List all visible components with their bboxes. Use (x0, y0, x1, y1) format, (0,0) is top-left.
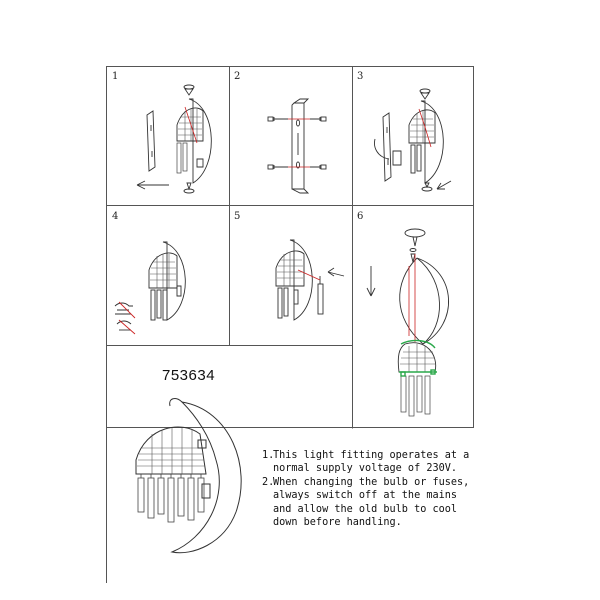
model-number: 753634 (162, 367, 216, 384)
step-3-illustration (353, 67, 473, 205)
step-number-1: 1 (112, 71, 119, 82)
step-number-3: 3 (357, 71, 364, 82)
step-number-4: 4 (112, 211, 119, 222)
step-number-5: 5 (234, 211, 241, 222)
note-1-line-1: This light fitting operates at a (273, 450, 470, 461)
step-1-illustration (107, 67, 229, 205)
note-1-line-2: normal supply voltage of 230V. (273, 463, 458, 475)
step-2-illustration (230, 67, 352, 205)
safety-notes (262, 449, 477, 529)
note-1 (262, 449, 477, 476)
note-2-line-3: and allow the old bulb to cool (273, 503, 458, 515)
note-2-number: 2. (262, 476, 275, 488)
step-number-6: 6 (357, 211, 364, 222)
step-number-2: 2 (234, 71, 241, 82)
step-6-illustration (353, 206, 473, 428)
step-4-illustration (107, 206, 229, 345)
note-1-number: 1. (262, 450, 275, 461)
product-drawing (112, 388, 262, 558)
note-2-line-1: When changing the bulb or fuses, (273, 476, 470, 488)
step-5-illustration (230, 206, 352, 345)
note-2-line-4: down before handling. (273, 517, 402, 529)
note-2 (262, 476, 477, 530)
note-2-line-2: always switch off at the mains (273, 490, 458, 502)
